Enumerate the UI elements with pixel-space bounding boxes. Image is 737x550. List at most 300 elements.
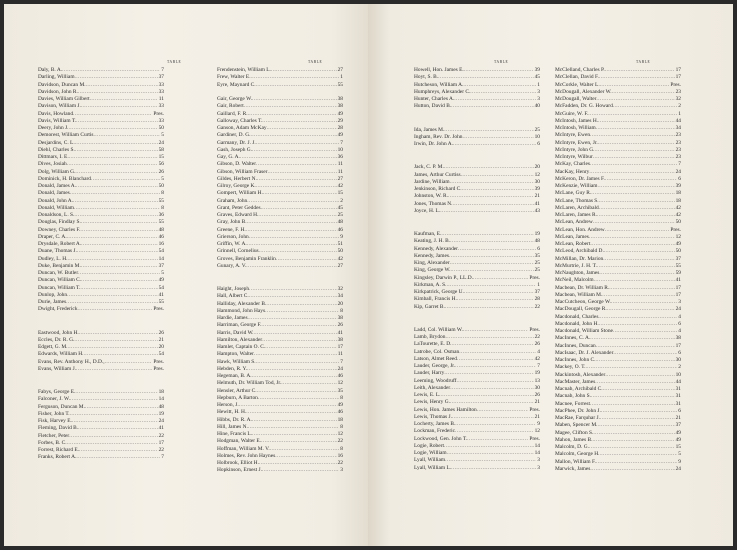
entry-page: 42 — [675, 212, 681, 218]
index-entry — [414, 341, 540, 348]
entry-page: 11 — [337, 351, 343, 358]
entry-name: James, Arthur Curtiss — [414, 171, 461, 178]
entry-page: 23 — [675, 132, 681, 139]
dot-leader — [600, 415, 675, 422]
dot-leader — [256, 161, 337, 168]
dot-leader — [445, 304, 534, 311]
index-entry — [38, 299, 164, 306]
index-entry — [555, 154, 681, 161]
entry-name: King, George W. — [414, 267, 451, 274]
entry-page: Pres. — [153, 110, 164, 117]
dot-leader — [592, 437, 674, 444]
index-entry — [217, 453, 343, 460]
index-entry — [555, 169, 681, 176]
entry-name: Hensler, Arthur C. — [217, 387, 257, 394]
index-entry — [555, 132, 681, 139]
entry-name: Hoyt, S. B. — [414, 74, 439, 81]
entry-name: Duncan, William C. — [38, 277, 82, 284]
entry-page: 3 — [678, 299, 681, 305]
dot-leader — [605, 372, 674, 379]
index-entry — [414, 378, 540, 385]
index-entry — [555, 190, 681, 197]
entry-page: 3 — [537, 96, 540, 102]
entry-name: McMillan, Dr. Marion — [555, 255, 604, 262]
entry-page: 24 — [675, 168, 681, 175]
entry-name: Gompert, William H. — [217, 190, 263, 197]
entry-page: 41 — [158, 291, 164, 298]
dot-leader — [276, 256, 337, 263]
entry-page: 26 — [337, 322, 343, 329]
index-entry — [414, 407, 540, 414]
entry-name: Hegeman, B. A. — [217, 373, 252, 379]
dot-leader — [589, 169, 674, 176]
entry-page: 41 — [158, 425, 164, 432]
index-entry — [38, 263, 164, 270]
entry-name: Magee, Clifton S. — [555, 429, 594, 436]
entry-name: Macnee, Forrest — [555, 400, 591, 407]
entry-name: Marwick, James — [555, 465, 591, 472]
entry-name: Drysdale, Robert A. — [38, 241, 82, 247]
entry-name: Daly, B. A. — [38, 67, 63, 73]
index-entry — [555, 415, 681, 422]
entry-page: 45 — [534, 74, 540, 81]
index-entry — [414, 327, 540, 334]
entry-page: 20 — [534, 164, 540, 171]
dot-leader — [75, 74, 158, 81]
dot-leader — [267, 169, 336, 176]
index-entry — [217, 82, 343, 89]
entry-name: McIntyre, Wilbur — [555, 154, 593, 160]
dot-leader — [248, 315, 337, 322]
index-entry — [414, 267, 540, 274]
entry-name: Gash, Joseph G. — [217, 146, 253, 153]
entry-page: 16 — [158, 241, 164, 247]
entry-page: 9 — [340, 233, 343, 240]
entry-name: Lauder, Harry — [414, 370, 445, 377]
entry-page: 4 — [678, 328, 681, 334]
entry-name: MacCutcheon, George W. — [555, 299, 611, 305]
entry-name: Hepburn, A Barton — [217, 394, 258, 401]
dot-leader — [596, 125, 675, 132]
entry-page: 14 — [534, 450, 540, 456]
index-entry — [217, 446, 343, 453]
index-entry — [217, 183, 343, 190]
entry-name: Evans, Rev. Anthony H., D.D., — [38, 358, 105, 365]
index-entry — [555, 314, 681, 321]
entry-name: Macnab, Archibald C. — [555, 386, 603, 392]
index-entry — [555, 74, 681, 81]
entry-name: Hall, Albert C. — [217, 293, 249, 300]
dot-leader — [601, 408, 677, 415]
entry-name: Keating, J. H. B. — [414, 238, 451, 245]
index-entry — [217, 132, 343, 139]
dot-leader — [457, 296, 534, 303]
entry-page: 17 — [337, 344, 343, 350]
entry-name: Maben, Spencer M. — [555, 422, 598, 429]
entry-name: Ferguson, Duncan M. — [38, 403, 85, 410]
entry-name: Macdonald, Charles — [555, 313, 599, 320]
entry-name: Kirkman, A. S. — [414, 281, 447, 288]
dot-leader — [252, 96, 337, 103]
index-entry — [38, 227, 164, 234]
entry-name: Holmes, Rev. John Haynes — [217, 452, 276, 459]
entry-page: 1 — [537, 81, 540, 88]
index-entry — [555, 198, 681, 205]
entry-name: Hoffman, William M. V. — [217, 445, 270, 452]
index-column — [38, 67, 164, 478]
index-entry — [414, 172, 540, 179]
entry-name: MacMaster, James — [555, 378, 596, 385]
entry-page: 5 — [161, 175, 164, 182]
entry-page: 46 — [337, 226, 343, 233]
dot-leader — [74, 205, 160, 212]
dot-leader — [257, 388, 337, 395]
entry-page: 30 — [534, 178, 540, 185]
entry-page: 42 — [675, 204, 681, 211]
entry-page: 3 — [340, 467, 343, 474]
dot-leader — [458, 246, 536, 253]
index-entry — [414, 208, 540, 215]
index-entry — [217, 248, 343, 255]
dot-leader — [267, 125, 337, 132]
index-entry — [414, 246, 540, 253]
dot-leader — [462, 134, 533, 141]
entry-name: Kennedy, James — [414, 252, 449, 259]
entry-page: 6 — [537, 245, 540, 252]
dot-leader — [463, 327, 529, 334]
dot-leader — [80, 285, 157, 292]
entry-name: Fletcher, Peter — [38, 432, 70, 439]
index-entry — [217, 103, 343, 110]
entry-page: 26 — [158, 168, 164, 175]
entry-page: 26 — [158, 329, 164, 336]
entry-name: Hibbs, Dr. R. A. — [217, 416, 252, 423]
entry-page: 55 — [158, 299, 164, 305]
index-entry — [414, 465, 540, 472]
entry-page: 46 — [158, 233, 164, 240]
index-entry — [555, 335, 681, 342]
index-entry — [217, 263, 343, 270]
entry-name: Ida, James M. — [414, 126, 445, 133]
column-header-label: TABLE — [636, 60, 651, 64]
index-entry — [217, 424, 343, 431]
dot-leader — [84, 351, 158, 358]
index-entry — [555, 379, 681, 386]
entry-page: 48 — [534, 238, 540, 245]
entry-page: 17 — [675, 342, 681, 349]
index-entry — [555, 270, 681, 277]
entry-name: McIntyre, Ewen — [555, 132, 591, 139]
dot-leader — [73, 111, 152, 118]
entry-page: 37 — [158, 74, 164, 81]
dot-leader — [85, 404, 158, 411]
index-entry — [38, 454, 164, 461]
index-entry — [414, 421, 540, 428]
entry-page: 31 — [675, 386, 681, 392]
dot-leader — [598, 118, 674, 125]
dot-leader — [451, 465, 536, 472]
index-entry — [555, 408, 681, 415]
index-entry — [38, 440, 164, 447]
dot-leader — [450, 267, 533, 274]
entry-name: Harriman, George F. — [217, 322, 262, 329]
index-group — [217, 67, 343, 270]
index-entry — [414, 385, 540, 392]
dot-leader — [589, 234, 675, 241]
index-entry — [38, 351, 164, 358]
entry-name: Davis, Howland — [38, 110, 74, 117]
entry-name: Ladd, Col. William W. — [414, 326, 463, 333]
dot-leader — [464, 67, 534, 74]
entry-name: Graves, Edward H. — [217, 212, 259, 218]
index-entry — [414, 103, 540, 110]
dot-leader — [461, 172, 534, 179]
dot-leader — [477, 407, 529, 414]
index-entry — [38, 118, 164, 125]
entry-page: 44 — [675, 117, 681, 124]
index-entry — [217, 351, 343, 358]
index-entry — [217, 409, 343, 416]
dot-leader — [78, 306, 153, 313]
index-entry — [217, 169, 343, 176]
entry-page: 9 — [537, 421, 540, 427]
entry-name: Duke, Benjamin M. — [38, 262, 81, 269]
index-entry — [555, 328, 681, 335]
entry-name: Herson, J. — [217, 402, 239, 408]
index-entry — [38, 111, 164, 118]
entry-name: Hamilton, Alexander — [217, 336, 263, 343]
entry-page: 25 — [534, 260, 540, 266]
index-entry — [555, 234, 681, 241]
entry-page: 14 — [158, 396, 164, 403]
dot-leader — [467, 436, 528, 443]
entry-name: McIntosh, William — [555, 125, 596, 131]
dot-leader — [596, 96, 674, 103]
entry-name: Kennedy, Alexander — [414, 245, 458, 252]
dot-leader — [588, 111, 677, 118]
index-entry — [555, 299, 681, 306]
entry-name: McIntyre, John G. — [555, 146, 595, 153]
entry-page: 23 — [675, 139, 681, 146]
dot-leader — [75, 147, 158, 154]
entry-page: 33 — [158, 88, 164, 95]
entry-page: 15 — [158, 154, 164, 160]
entry-name: McCorkle, Walter L. — [555, 81, 600, 88]
entry-page: 48 — [158, 226, 164, 233]
dot-leader — [256, 183, 337, 190]
entry-page: Pres. — [529, 274, 540, 281]
entry-page: 2 — [678, 103, 681, 110]
dot-leader — [589, 444, 675, 451]
entry-page: 38 — [337, 315, 343, 321]
entry-page: 49 — [337, 402, 343, 408]
index-column — [217, 67, 343, 491]
index-group — [414, 231, 540, 311]
index-entry — [414, 356, 540, 363]
entry-name: Donald, James A. — [38, 183, 77, 189]
index-entry — [217, 89, 343, 96]
dot-leader — [598, 183, 675, 190]
entry-page: 46 — [337, 373, 343, 379]
entry-page: 26 — [534, 392, 540, 398]
entry-page: 30 — [675, 357, 681, 363]
entry-name: Evans, William J. — [38, 365, 77, 372]
dot-leader — [459, 349, 536, 356]
index-entry — [414, 399, 540, 406]
dot-leader — [593, 154, 675, 161]
dot-leader — [590, 241, 674, 248]
dot-leader — [69, 433, 157, 440]
entry-name: McKay, Charles — [555, 161, 590, 168]
index-group — [414, 127, 540, 149]
dot-leader — [444, 443, 534, 450]
entry-name: Mackey, O. T. — [555, 364, 586, 371]
entry-name: MacInnes, C. A. — [555, 335, 591, 342]
entry-page: 7 — [161, 67, 164, 73]
entry-page: 3 — [537, 88, 540, 95]
entry-page: 27 — [337, 175, 343, 182]
entry-name: Edgett, G. M. — [38, 344, 68, 350]
entry-name: Duncan, William T. — [38, 284, 81, 291]
entry-name: Duncan, W. Butler — [38, 270, 79, 276]
dot-leader — [247, 219, 337, 226]
dot-leader — [262, 467, 339, 474]
index-entry — [38, 292, 164, 299]
dot-leader — [600, 451, 678, 458]
entry-name: McLean, James — [555, 233, 589, 240]
entry-name: Ingham, Rev. Dr. John — [414, 133, 463, 140]
index-entry — [414, 363, 540, 370]
entry-page: 21 — [158, 336, 164, 343]
dot-leader — [70, 396, 158, 403]
entry-page: 20 — [337, 300, 343, 307]
entry-page: Pres. — [670, 81, 681, 88]
index-entry — [217, 395, 343, 402]
dot-leader — [594, 277, 675, 284]
entry-name: Gunary, A. V. — [217, 262, 247, 269]
entry-name: MacInnes, John C. — [555, 357, 596, 363]
dot-leader — [444, 127, 533, 134]
index-entry — [555, 321, 681, 328]
index-group — [555, 67, 681, 473]
entry-page: 14 — [534, 442, 540, 449]
entry-page: Pres. — [153, 365, 164, 372]
entry-name: Douglas, Findlay S. — [38, 219, 81, 226]
entry-name: Gibson, William Fraser — [217, 168, 268, 175]
entry-name: Hunter, Charles A. — [414, 96, 455, 102]
dot-leader — [596, 459, 677, 466]
entry-name: Hamlet, Captain O. C. — [217, 344, 266, 350]
index-entry — [414, 457, 540, 464]
index-entry — [555, 350, 681, 357]
dot-leader — [78, 425, 157, 432]
entry-page: 46 — [337, 409, 343, 416]
entry-name: Dolg, William G. — [38, 168, 76, 175]
entry-name: Franks, Robert A. — [38, 454, 77, 461]
index-group — [414, 67, 540, 111]
entry-page: 22 — [337, 438, 343, 445]
dot-leader — [595, 147, 675, 154]
entry-page: 23 — [675, 146, 681, 153]
dot-leader — [250, 132, 336, 139]
entry-page: 24 — [158, 139, 164, 146]
entry-page: 49 — [158, 277, 164, 284]
dot-leader — [445, 457, 536, 464]
column-header-label: TABLE — [167, 60, 182, 64]
entry-page: 42 — [534, 355, 540, 362]
entry-page: 42 — [337, 183, 343, 189]
entry-name: Frew, Walter E. — [217, 74, 251, 81]
column-header-label: TABLE — [308, 60, 323, 64]
entry-page: 22 — [158, 432, 164, 439]
dot-leader — [603, 386, 675, 393]
index-entry — [414, 231, 540, 238]
dot-leader — [599, 270, 674, 277]
entry-name: Locherty, James B. — [414, 421, 456, 427]
column-header-label: TABLE — [494, 60, 509, 64]
dot-leader — [595, 357, 674, 364]
entry-page: 30 — [534, 384, 540, 391]
dot-leader — [81, 277, 158, 284]
entry-page: 55 — [675, 262, 681, 269]
entry-name: Edwards, William H. — [38, 351, 84, 358]
dot-leader — [262, 337, 336, 344]
entry-name: Grant, Peter Geddes — [217, 204, 261, 211]
index-entry — [555, 212, 681, 219]
entry-name: Gay, G. A. — [217, 154, 240, 160]
entry-page: 51 — [337, 241, 343, 247]
entry-name: McLaren, James R. — [555, 212, 597, 218]
entry-page: 6 — [678, 407, 681, 414]
entry-page: 50 — [337, 248, 343, 255]
dot-leader — [261, 322, 336, 329]
dot-leader — [590, 161, 677, 168]
entry-page: 59 — [675, 270, 681, 276]
dot-leader — [613, 350, 677, 357]
entry-name: Lewis, Hon. James Hamilton — [414, 406, 477, 413]
entry-page: 38 — [675, 335, 681, 342]
entry-name: Ganson, Adam McKay — [217, 125, 267, 131]
dot-leader — [444, 370, 533, 377]
index-entry — [38, 256, 164, 263]
index-entry — [217, 337, 343, 344]
dot-leader — [455, 428, 534, 435]
dot-leader — [74, 212, 157, 219]
entry-name: Helmuth, Dr. William Tod, Jr. — [217, 380, 282, 387]
dot-leader — [248, 424, 339, 431]
entry-name: Lyall, William — [414, 457, 446, 464]
dot-leader — [590, 401, 675, 408]
dot-leader — [261, 438, 337, 445]
index-entry — [414, 450, 540, 457]
index-group — [38, 389, 164, 462]
dot-leader — [256, 359, 340, 366]
dot-leader — [73, 198, 158, 205]
entry-name: Latson, Almet Reed — [414, 355, 457, 362]
dot-leader — [444, 164, 534, 171]
entry-page: 27 — [337, 262, 343, 269]
entry-name: Mahon, James B. — [555, 436, 593, 443]
index-entry — [38, 285, 164, 292]
entry-name: Dwight, Frederick — [38, 306, 78, 313]
entry-name: Gaillard, F. R. — [217, 110, 248, 117]
entry-name: McNeil, Malcolm — [555, 277, 594, 284]
dot-leader — [254, 330, 337, 337]
dot-leader — [78, 89, 158, 96]
entry-page: 11 — [158, 96, 164, 102]
entry-page: 29 — [337, 117, 343, 124]
index-entry — [414, 282, 540, 289]
